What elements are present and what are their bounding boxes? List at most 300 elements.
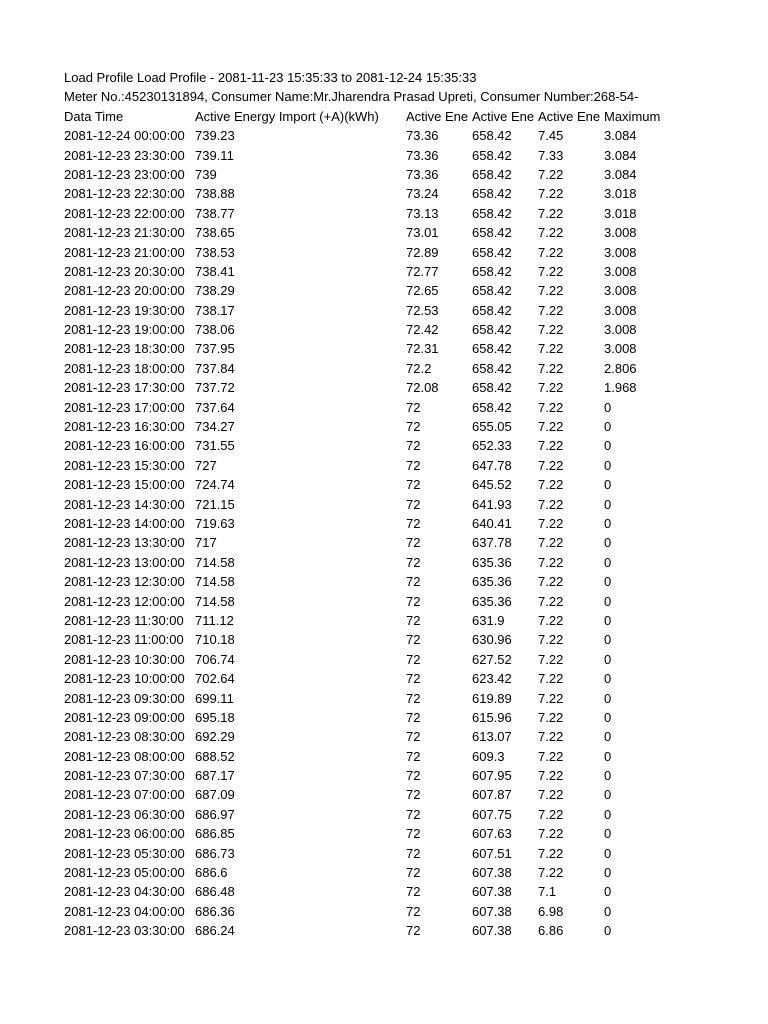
cell-active-energy-import: 686.48 [195, 884, 235, 900]
cell-maximum: 0 [604, 748, 612, 764]
cell-active-energy-3: 658.42 [472, 128, 512, 144]
cell-active-energy-4: 7.22 [538, 748, 564, 764]
cell-active-energy-3: 607.38 [472, 903, 512, 919]
cell-active-energy-4: 7.22 [538, 612, 564, 628]
cell-active-energy-3: 658.42 [472, 302, 512, 318]
cell-maximum: 3.084 [604, 166, 637, 182]
cell-active-energy-3: 658.42 [472, 322, 512, 338]
table-row [64, 572, 674, 591]
cell-data-time: 2081-12-23 07:30:00 [64, 768, 185, 784]
table-row [64, 727, 674, 746]
table-row [64, 339, 674, 358]
cell-active-energy-2: 72 [406, 729, 421, 745]
cell-maximum: 3.008 [604, 263, 637, 279]
table-row [64, 669, 674, 688]
cell-active-energy-3: 609.3 [472, 748, 505, 764]
cell-data-time: 2081-12-23 10:30:00 [64, 651, 185, 667]
cell-active-energy-2: 72 [406, 574, 421, 590]
cell-active-energy-4: 7.22 [538, 205, 564, 221]
cell-active-energy-import: 714.58 [195, 593, 235, 609]
table-row [64, 184, 674, 203]
cell-active-energy-3: 615.96 [472, 709, 512, 725]
cell-active-energy-import: 686.73 [195, 845, 235, 861]
cell-active-energy-import: 717 [195, 535, 217, 551]
cell-active-energy-2: 72 [406, 496, 421, 512]
cell-data-time: 2081-12-23 11:00:00 [64, 632, 184, 648]
table-row [64, 378, 674, 397]
cell-active-energy-2: 72 [406, 865, 421, 881]
cell-active-energy-import: 711.12 [195, 612, 234, 628]
cell-active-energy-3: 658.42 [472, 380, 512, 396]
table-row [64, 921, 674, 940]
cell-data-time: 2081-12-23 04:00:00 [64, 903, 185, 919]
cell-data-time: 2081-12-23 05:00:00 [64, 865, 185, 881]
cell-maximum: 1.968 [604, 380, 637, 396]
table-row [64, 689, 674, 708]
cell-active-energy-3: 607.87 [472, 787, 512, 803]
cell-maximum: 0 [604, 612, 612, 628]
cell-maximum: 0 [604, 554, 612, 570]
cell-active-energy-import: 686.6 [195, 865, 228, 881]
cell-maximum: 3.018 [604, 205, 637, 221]
cell-data-time: 2081-12-23 17:00:00 [64, 399, 185, 415]
cell-active-energy-3: 627.52 [472, 651, 512, 667]
cell-data-time: 2081-12-23 21:00:00 [64, 244, 185, 260]
cell-active-energy-import: 688.52 [195, 748, 235, 764]
cell-active-energy-2: 72 [406, 768, 421, 784]
table-row [64, 398, 674, 417]
cell-active-energy-4: 7.22 [538, 709, 564, 725]
cell-active-energy-3: 658.42 [472, 341, 512, 357]
cell-active-energy-4: 7.22 [538, 166, 564, 182]
cell-maximum: 0 [604, 477, 612, 493]
cell-data-time: 2081-12-23 09:00:00 [64, 709, 185, 725]
column-header-active-energy-import: Active Energy Import (+A)(kWh) [195, 108, 379, 124]
cell-data-time: 2081-12-23 08:30:00 [64, 729, 185, 745]
cell-active-energy-4: 7.22 [538, 341, 564, 357]
cell-active-energy-4: 6.86 [538, 923, 564, 939]
cell-data-time: 2081-12-23 03:30:00 [64, 923, 185, 939]
cell-active-energy-3: 658.42 [472, 283, 512, 299]
cell-active-energy-import: 686.97 [195, 806, 235, 822]
table-row [64, 785, 674, 804]
cell-active-energy-3: 613.07 [472, 729, 512, 745]
cell-active-energy-import: 692.29 [195, 729, 235, 745]
cell-active-energy-2: 72 [406, 806, 421, 822]
cell-active-energy-4: 7.22 [538, 535, 564, 551]
cell-maximum: 3.008 [604, 341, 637, 357]
cell-active-energy-2: 72 [406, 419, 421, 435]
cell-active-energy-2: 72 [406, 923, 421, 939]
cell-active-energy-2: 72 [406, 438, 421, 454]
cell-active-energy-import: 738.17 [195, 302, 235, 318]
load-profile-sheet [64, 68, 674, 941]
cell-active-energy-3: 658.42 [472, 360, 512, 376]
cell-data-time: 2081-12-23 18:00:00 [64, 360, 185, 376]
cell-maximum: 0 [604, 865, 612, 881]
cell-maximum: 0 [604, 496, 612, 512]
cell-data-time: 2081-12-23 11:30:00 [64, 612, 184, 628]
cell-active-energy-3: 647.78 [472, 457, 512, 473]
cell-active-energy-import: 738.88 [195, 186, 235, 202]
cell-active-energy-4: 7.22 [538, 457, 564, 473]
cell-active-energy-4: 6.98 [538, 903, 564, 919]
table-row [64, 902, 674, 921]
table-row [64, 553, 674, 572]
cell-active-energy-2: 72 [406, 787, 421, 803]
cell-active-energy-import: 699.11 [195, 690, 234, 706]
table-row [64, 844, 674, 863]
cell-active-energy-import: 738.77 [195, 205, 235, 221]
cell-active-energy-import: 686.85 [195, 826, 235, 842]
cell-active-energy-2: 72 [406, 515, 421, 531]
cell-active-energy-4: 7.22 [538, 380, 564, 396]
cell-maximum: 3.008 [604, 283, 637, 299]
table-row [64, 436, 674, 455]
cell-data-time: 2081-12-23 09:30:00 [64, 690, 185, 706]
cell-maximum: 0 [604, 768, 612, 784]
cell-maximum: 3.008 [604, 225, 637, 241]
cell-maximum: 0 [604, 806, 612, 822]
cell-active-energy-import: 738.65 [195, 225, 235, 241]
cell-active-energy-import: 738.06 [195, 322, 235, 338]
cell-active-energy-2: 72 [406, 632, 421, 648]
cell-data-time: 2081-12-23 22:30:00 [64, 186, 185, 202]
cell-data-time: 2081-12-23 08:00:00 [64, 748, 185, 764]
cell-active-energy-2: 72.89 [406, 244, 439, 260]
cell-active-energy-3: 619.89 [472, 690, 512, 706]
table-row [64, 146, 674, 165]
table-row [64, 882, 674, 901]
cell-active-energy-2: 72 [406, 399, 421, 415]
cell-active-energy-import: 686.36 [195, 903, 235, 919]
cell-maximum: 0 [604, 457, 612, 473]
cell-maximum: 0 [604, 923, 612, 939]
cell-active-energy-import: 724.74 [195, 477, 235, 493]
cell-active-energy-2: 72.2 [406, 360, 432, 376]
cell-maximum: 0 [604, 515, 612, 531]
cell-active-energy-4: 7.22 [538, 768, 564, 784]
cell-active-energy-import: 738.53 [195, 244, 235, 260]
cell-data-time: 2081-12-23 06:30:00 [64, 806, 185, 822]
cell-data-time: 2081-12-23 12:00:00 [64, 593, 185, 609]
cell-active-energy-4: 7.22 [538, 593, 564, 609]
table-row [64, 650, 674, 669]
cell-active-energy-4: 7.22 [538, 845, 564, 861]
cell-active-energy-3: 652.33 [472, 438, 512, 454]
cell-maximum: 0 [604, 535, 612, 551]
table-row [64, 611, 674, 630]
table-row [64, 223, 674, 242]
cell-data-time: 2081-12-23 13:00:00 [64, 554, 185, 570]
cell-data-time: 2081-12-23 13:30:00 [64, 535, 185, 551]
cell-data-time: 2081-12-23 19:00:00 [64, 322, 185, 338]
cell-maximum: 0 [604, 903, 612, 919]
cell-data-time: 2081-12-23 14:00:00 [64, 515, 185, 531]
cell-maximum: 0 [604, 593, 612, 609]
cell-active-energy-3: 641.93 [472, 496, 512, 512]
cell-active-energy-2: 73.01 [406, 225, 439, 241]
cell-maximum: 3.008 [604, 302, 637, 318]
column-header-maximum: Maximum [604, 108, 661, 124]
cell-active-energy-2: 72 [406, 477, 421, 493]
cell-data-time: 2081-12-23 20:30:00 [64, 263, 185, 279]
cell-active-energy-3: 635.36 [472, 593, 512, 609]
cell-active-energy-import: 706.74 [195, 651, 235, 667]
cell-maximum: 0 [604, 632, 612, 648]
cell-active-energy-4: 7.22 [538, 477, 564, 493]
cell-active-energy-4: 7.22 [538, 419, 564, 435]
cell-data-time: 2081-12-23 20:00:00 [64, 283, 185, 299]
table-row [64, 243, 674, 262]
cell-active-energy-3: 658.42 [472, 205, 512, 221]
cell-maximum: 0 [604, 690, 612, 706]
cell-active-energy-4: 7.1 [538, 884, 557, 900]
cell-data-time: 2081-12-23 22:00:00 [64, 205, 185, 221]
cell-data-time: 2081-12-24 00:00:00 [64, 128, 185, 144]
cell-active-energy-2: 73.36 [406, 166, 439, 182]
cell-maximum: 2.806 [604, 360, 637, 376]
table-row [64, 592, 674, 611]
cell-active-energy-3: 607.38 [472, 884, 512, 900]
cell-active-energy-2: 72.77 [406, 263, 439, 279]
cell-active-energy-2: 72 [406, 612, 421, 628]
cell-active-energy-import: 710.18 [195, 632, 235, 648]
cell-active-energy-import: 702.64 [195, 671, 235, 687]
cell-active-energy-4: 7.22 [538, 302, 564, 318]
cell-active-energy-import: 734.27 [195, 419, 235, 435]
cell-active-energy-import: 737.64 [195, 399, 235, 415]
cell-data-time: 2081-12-23 23:00:00 [64, 166, 185, 182]
cell-data-time: 2081-12-23 05:30:00 [64, 845, 185, 861]
cell-active-energy-3: 630.96 [472, 632, 512, 648]
cell-data-time: 2081-12-23 21:30:00 [64, 225, 185, 241]
column-header-active-energy-3: Active Ene [472, 108, 535, 124]
cell-active-energy-4: 7.22 [538, 690, 564, 706]
table-row [64, 708, 674, 727]
cell-active-energy-4: 7.22 [538, 632, 564, 648]
cell-active-energy-2: 72 [406, 535, 421, 551]
cell-active-energy-import: 738.41 [195, 263, 235, 279]
cell-active-energy-3: 655.05 [472, 419, 512, 435]
table-row [64, 281, 674, 300]
column-header-row [64, 107, 674, 126]
table-row [64, 766, 674, 785]
table-row [64, 514, 674, 533]
cell-maximum: 0 [604, 709, 612, 725]
cell-active-energy-4: 7.22 [538, 671, 564, 687]
table-row [64, 630, 674, 649]
cell-data-time: 2081-12-23 19:30:00 [64, 302, 185, 318]
table-row [64, 204, 674, 223]
cell-active-energy-2: 73.36 [406, 147, 439, 163]
cell-active-energy-3: 631.9 [472, 612, 505, 628]
data-rows [64, 126, 674, 940]
cell-active-energy-4: 7.22 [538, 729, 564, 745]
cell-data-time: 2081-12-23 04:30:00 [64, 884, 185, 900]
cell-maximum: 3.084 [604, 128, 637, 144]
cell-data-time: 2081-12-23 16:30:00 [64, 419, 185, 435]
report-title: Load Profile Load Profile - 2081-11-23 15:35:33 to 2081-12-24 15:35:33 [64, 70, 477, 85]
cell-active-energy-2: 73.13 [406, 205, 439, 221]
cell-active-energy-3: 658.42 [472, 399, 512, 415]
cell-active-energy-import: 739.23 [195, 128, 235, 144]
cell-active-energy-3: 658.42 [472, 225, 512, 241]
cell-active-energy-3: 658.42 [472, 186, 512, 202]
cell-active-energy-4: 7.22 [538, 225, 564, 241]
cell-active-energy-4: 7.22 [538, 554, 564, 570]
cell-data-time: 2081-12-23 17:30:00 [64, 380, 185, 396]
cell-maximum: 0 [604, 419, 612, 435]
cell-maximum: 3.008 [604, 244, 637, 260]
cell-active-energy-3: 607.38 [472, 923, 512, 939]
cell-active-energy-4: 7.22 [538, 787, 564, 803]
cell-active-energy-4: 7.33 [538, 147, 564, 163]
cell-active-energy-4: 7.22 [538, 574, 564, 590]
cell-active-energy-2: 73.24 [406, 186, 439, 202]
cell-maximum: 0 [604, 787, 612, 803]
cell-active-energy-2: 72 [406, 690, 421, 706]
table-row [64, 126, 674, 145]
cell-active-energy-2: 72 [406, 748, 421, 764]
cell-active-energy-4: 7.22 [538, 186, 564, 202]
cell-active-energy-4: 7.22 [538, 651, 564, 667]
cell-maximum: 3.084 [604, 147, 637, 163]
cell-active-energy-import: 714.58 [195, 574, 235, 590]
cell-active-energy-import: 737.84 [195, 360, 235, 376]
cell-active-energy-import: 727 [195, 457, 217, 473]
cell-active-energy-import: 686.24 [195, 923, 235, 939]
column-header-active-energy-2: Active Ene [406, 108, 469, 124]
cell-active-energy-3: 607.38 [472, 865, 512, 881]
table-row [64, 863, 674, 882]
cell-active-energy-2: 72.31 [406, 341, 439, 357]
cell-active-energy-import: 738.29 [195, 283, 235, 299]
cell-data-time: 2081-12-23 07:00:00 [64, 787, 185, 803]
cell-active-energy-2: 72 [406, 457, 421, 473]
cell-active-energy-2: 72.42 [406, 322, 439, 338]
cell-data-time: 2081-12-23 16:00:00 [64, 438, 185, 454]
cell-active-energy-3: 637.78 [472, 535, 512, 551]
meter-info: Meter No.:45230131894, Consumer Name:Mr.Jharendra Prasad Upreti, Consumer Number:268-54- [64, 89, 639, 105]
cell-active-energy-4: 7.22 [538, 515, 564, 531]
cell-maximum: 0 [604, 438, 612, 454]
cell-active-energy-3: 645.52 [472, 477, 512, 493]
cell-active-energy-import: 739 [195, 166, 217, 182]
cell-data-time: 2081-12-23 15:00:00 [64, 477, 185, 493]
cell-active-energy-4: 7.22 [538, 283, 564, 299]
cell-active-energy-2: 72.65 [406, 283, 439, 299]
cell-active-energy-3: 607.63 [472, 826, 512, 842]
cell-active-energy-3: 658.42 [472, 166, 512, 182]
cell-maximum: 0 [604, 729, 612, 745]
table-row [64, 262, 674, 281]
cell-maximum: 0 [604, 399, 612, 415]
cell-active-energy-4: 7.22 [538, 438, 564, 454]
cell-active-energy-4: 7.22 [538, 865, 564, 881]
cell-data-time: 2081-12-23 06:00:00 [64, 826, 185, 842]
cell-active-energy-import: 687.09 [195, 787, 235, 803]
cell-active-energy-4: 7.22 [538, 399, 564, 415]
cell-data-time: 2081-12-23 23:30:00 [64, 147, 185, 163]
cell-active-energy-4: 7.22 [538, 826, 564, 842]
cell-active-energy-3: 607.51 [472, 845, 512, 861]
table-row [64, 495, 674, 514]
cell-active-energy-import: 719.63 [195, 515, 235, 531]
cell-active-energy-2: 72 [406, 903, 421, 919]
cell-maximum: 0 [604, 884, 612, 900]
cell-active-energy-2: 72 [406, 593, 421, 609]
cell-active-energy-4: 7.45 [538, 128, 564, 144]
cell-active-energy-import: 737.95 [195, 341, 235, 357]
cell-active-energy-4: 7.22 [538, 806, 564, 822]
table-row [64, 301, 674, 320]
table-row [64, 805, 674, 824]
cell-active-energy-4: 7.22 [538, 360, 564, 376]
cell-active-energy-3: 635.36 [472, 554, 512, 570]
cell-active-energy-import: 737.72 [195, 380, 235, 396]
cell-active-energy-2: 72.08 [406, 380, 439, 396]
cell-active-energy-2: 72 [406, 709, 421, 725]
cell-active-energy-2: 72 [406, 554, 421, 570]
cell-maximum: 0 [604, 671, 612, 687]
cell-data-time: 2081-12-23 12:30:00 [64, 574, 185, 590]
cell-active-energy-import: 721.15 [195, 496, 235, 512]
cell-active-energy-3: 640.41 [472, 515, 512, 531]
cell-active-energy-3: 607.75 [472, 806, 512, 822]
cell-maximum: 3.008 [604, 322, 637, 338]
cell-active-energy-4: 7.22 [538, 263, 564, 279]
table-row [64, 475, 674, 494]
cell-active-energy-3: 623.42 [472, 671, 512, 687]
table-row [64, 747, 674, 766]
cell-active-energy-2: 72 [406, 845, 421, 861]
cell-active-energy-2: 72 [406, 826, 421, 842]
cell-active-energy-import: 739.11 [195, 147, 234, 163]
cell-active-energy-3: 658.42 [472, 263, 512, 279]
cell-maximum: 0 [604, 845, 612, 861]
cell-active-energy-2: 72 [406, 671, 421, 687]
cell-active-energy-import: 714.58 [195, 554, 235, 570]
cell-maximum: 0 [604, 651, 612, 667]
cell-active-energy-4: 7.22 [538, 322, 564, 338]
table-row [64, 824, 674, 843]
column-header-data-time: Data Time [64, 108, 124, 124]
cell-maximum: 3.018 [604, 186, 637, 202]
cell-data-time: 2081-12-23 15:30:00 [64, 457, 185, 473]
table-row [64, 320, 674, 339]
cell-active-energy-2: 72 [406, 884, 421, 900]
cell-active-energy-import: 687.17 [195, 768, 235, 784]
table-row [64, 359, 674, 378]
cell-active-energy-4: 7.22 [538, 496, 564, 512]
cell-active-energy-3: 658.42 [472, 244, 512, 260]
cell-maximum: 0 [604, 574, 612, 590]
cell-active-energy-3: 635.36 [472, 574, 512, 590]
cell-active-energy-3: 658.42 [472, 147, 512, 163]
table-row [64, 456, 674, 475]
cell-maximum: 0 [604, 826, 612, 842]
cell-active-energy-2: 72 [406, 651, 421, 667]
cell-active-energy-3: 607.95 [472, 768, 512, 784]
cell-active-energy-2: 72.53 [406, 302, 439, 318]
table-row [64, 417, 674, 436]
cell-active-energy-import: 731.55 [195, 438, 235, 454]
column-header-active-energy-4: Active Ene [538, 108, 601, 124]
cell-active-energy-2: 73.36 [406, 128, 439, 144]
table-row [64, 165, 674, 184]
cell-active-energy-import: 695.18 [195, 709, 235, 725]
